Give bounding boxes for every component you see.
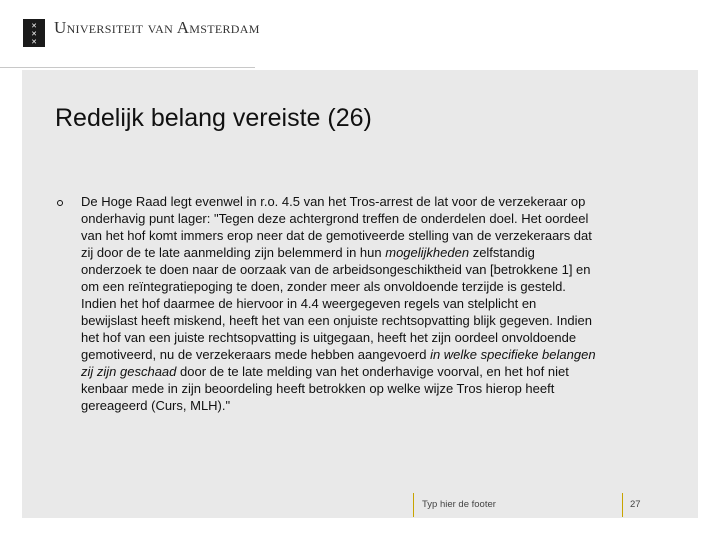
italic-text-run: mogelijkheden [385,245,470,260]
header-divider [0,67,255,68]
body-text-line [81,244,641,261]
uva-logo-icon: ✕ ✕ ✕ [23,19,45,47]
page-number: 27 [622,493,641,517]
italic-text-run: zij zijn geschaad [81,364,177,379]
text-run: door de te late melding van het onderhavige voorval, en het hof niet [176,364,569,379]
slide-title: Redelijk belang vereiste (26) [55,104,372,132]
text-run: gereageerd (Curs, MLH)." [81,398,231,413]
bullet-icon [57,200,63,206]
text-run: zij door de te late aanmelding zijn belemmerd in hun [81,245,386,260]
footer-text: Typ hier de footer [413,493,496,517]
text-run: kenbaar mede in zijn beoordeling heeft betrokken op welke wijze Tros hierop heeft [81,381,555,396]
body-text-line [81,380,641,397]
text-run: zelfstandig [469,245,535,260]
text-run: om een reïntegratiepoging te doen, zonder meer als onvoldoende terzijde is gesteld. [81,279,566,294]
body-text-line [81,295,641,312]
header [0,0,720,68]
text-run: bewijslast heeft miskend, heeft het van een onjuiste rechtsopvatting blijk gegeven. Indien [81,313,592,328]
slide-body-text [81,193,641,414]
body-text-line [81,346,641,363]
university-wordmark: Universiteit van Amsterdam [54,18,260,37]
text-run: Indien het hof daarmee de hiervoor in 4.4 weergegeven regels van stelplicht en [81,296,537,311]
text-run: van het hof komt immers erop neer dat de gemotiveerde stelling van de verzekeraars dat [81,228,592,243]
body-text-line [81,278,641,295]
text-run: onderhavig punt lager: "Tegen deze achtergrond treffen de onderdelen doel. Het oordeel [81,211,589,226]
text-run: gemotiveerd, nu de verzekeraars mede hebben aangevoerd [81,347,431,362]
text-run: De Hoge Raad legt evenwel in r.o. 4.5 van het Tros-arrest de lat voor de verzekeraar op [81,194,586,209]
body-text-line [81,397,641,414]
body-text-line [81,312,641,329]
body-text-line [81,261,641,278]
text-run: onderzoek te doen naar de oorzaak van de arbeidsongeschiktheid van [betrokkene 1] en [81,262,591,277]
body-text-line [81,363,641,380]
body-text-line [81,193,641,210]
italic-text-run: in welke specifieke belangen [430,347,596,362]
text-run: het hof van een juiste rechtsopvatting is uitgegaan, heeft het zijn oordeel onvoldoende [81,330,577,345]
body-text-line [81,210,641,227]
body-text-line [81,329,641,346]
body-text-line [81,227,641,244]
